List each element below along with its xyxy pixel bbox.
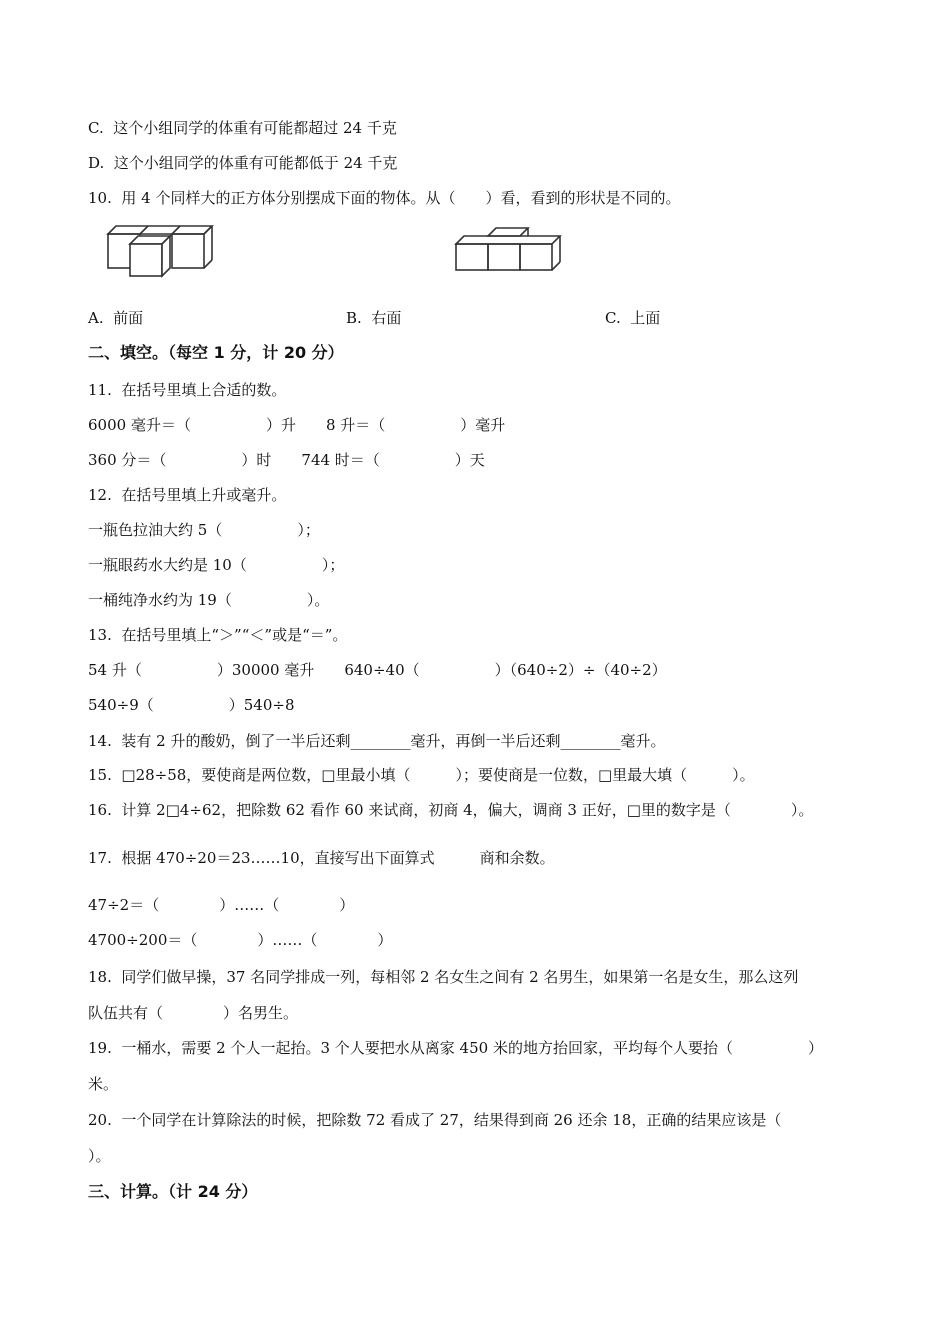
q11-line-2: 360 分＝（ ）时 744 时＝（ ）天 [88,451,485,469]
section-3-title: 三、计算。（计 24 分） [88,1182,258,1201]
q10-stem: 10. 用 4 个同样大的正方体分别摆成下面的物体。从（ ）看，看到的形状是不同的。 [88,189,681,207]
q13-stem: 13. 在括号里填上“＞”“＜”或是“＝”。 [88,626,348,644]
q14-stem: 14. 装有 2 升的酸奶，倒了一半后还剩________毫升，再倒一半后还剩________毫升。 [88,732,666,750]
q11-stem: 11. 在括号里填上合适的数。 [88,381,287,399]
section-2-title: 二、填空。（每空 1 分，计 20 分） [88,343,344,362]
q20-line-2: ）。 [88,1147,111,1165]
q18-line-2: 队伍共有（ ）名男生。 [88,1004,299,1022]
q19-line-1: 19. 一桶水，需要 2 个人一起抬。3 个人要把水从离家 450 米的地方抬回家，平均每个人要抬（ ） [88,1039,823,1057]
q17-stem: 17. 根据 470÷20＝23……10，直接写出下面算式 商和余数。 [88,849,555,867]
q13-line-2: 540÷9（ ）540÷8 [88,696,295,714]
q10-option-a: A. 前面 [88,309,144,327]
q13-line-1: 54 升（ ）30000 毫升 640÷40（ ）（640÷2）÷（40÷2） [88,661,667,679]
q15-stem: 15. □28÷58，要使商是两位数，□里最小填（ ）；要使商是一位数，□里最大填（ ）。 [88,766,755,784]
q19-line-2: 米。 [88,1075,119,1093]
q12-line-2: 一瓶眼药水大约是 10（ ）； [88,556,345,574]
q9-option-d: D. 这个小组同学的体重有可能都低于 24 千克 [88,154,398,172]
q16-stem: 16. 计算 2□4÷62，把除数 62 看作 60 来试商，初商 4，偏大，调商 3 正好，□里的数字是（ ）。 [88,801,814,819]
cube-figure-left [104,222,224,282]
q9-option-c: C. 这个小组同学的体重有可能都超过 24 千克 [88,119,397,137]
q20-line-1: 20. 一个同学在计算除法的时候，把除数 72 看成了 27，结果得到商 26 还余 18，正确的结果应该是（ [88,1111,782,1129]
cube-figure-right [452,222,572,282]
q12-line-1: 一瓶色拉油大约 5（ ）； [88,521,320,539]
q18-line-1: 18. 同学们做早操，37 名同学排成一列，每相邻 2 名女生之间有 2 名男生，如果第一名是女生，那么这列 [88,968,799,986]
q11-line-1: 6000 毫升＝（ ）升 8 升＝（ ）毫升 [88,416,506,434]
q12-stem: 12. 在括号里填上升或毫升。 [88,486,287,504]
q17-line-2: 4700÷200＝（ ）……（ ） [88,931,393,949]
q10-option-c: C. 上面 [605,309,661,327]
q12-line-3: 一桶纯净水约为 19（ ）。 [88,591,330,609]
q17-line-1: 47÷2＝（ ）……（ ） [88,896,355,914]
q10-option-b: B. 右面 [346,309,402,327]
